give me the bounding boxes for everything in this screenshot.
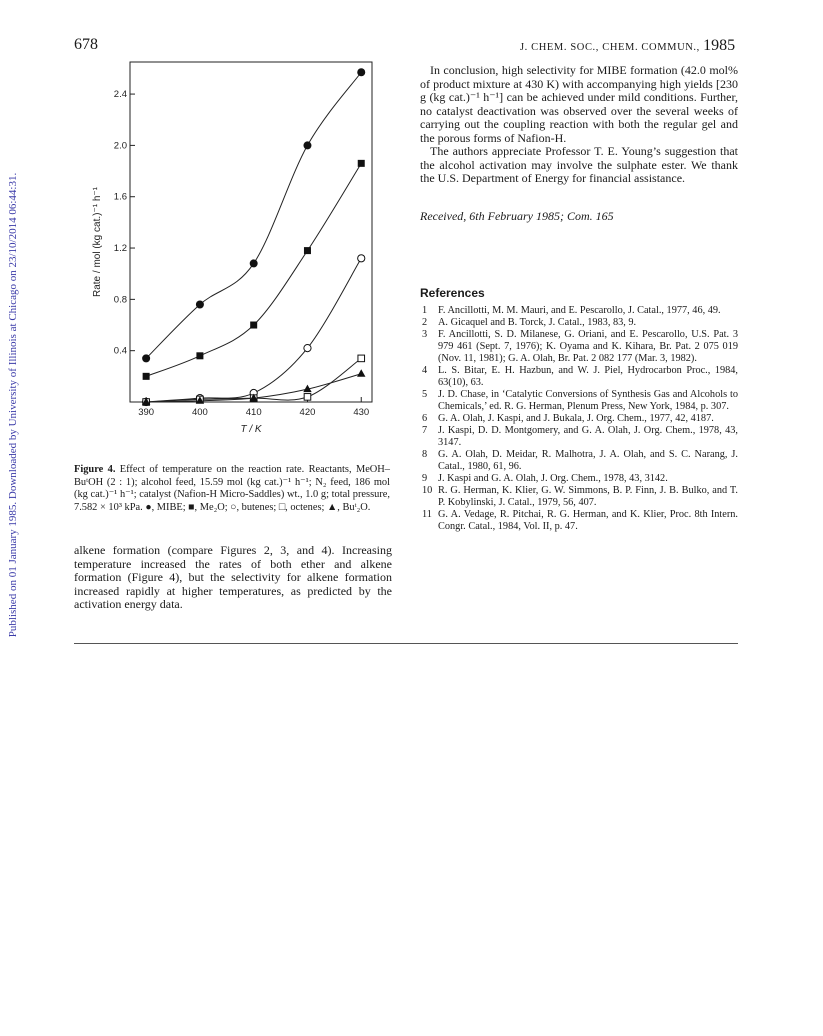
figure-label: Figure 4. [74,464,116,475]
conclusion-paragraph: In conclusion, high selectivity for MIBE formation (42.0 mol% of product mixture at 430 K) with accompanying high yields [230 g (kg cat.)⁻¹ h⁻¹] can be achieved under mild conditions. Further, no catalyst deactivation was observed over the several weeks of carrying out the coupling reaction with both the regular gel and the porous forms of Nafion-H. [420,63,738,145]
download-sidebar [2,170,24,640]
data-point-filled-circle [196,300,204,308]
data-point-open-square [304,394,311,401]
reference-number: 5 [422,389,428,400]
reference-number: 3 [422,329,428,340]
reference-item [420,317,738,329]
reference-number: 6 [422,413,428,424]
reference-item [420,485,738,509]
references-heading: References [420,286,485,300]
running-head [520,37,735,55]
reference-text: F. Ancillotti, M. M. Mauri, and E. Pescarollo, J. Catal., 1977, 46, 49. [438,305,721,316]
y-tick-label: 0.8 [113,294,127,306]
reference-text: J. Kaspi, D. D. Montgomery, and G. A. Olah, J. Org. Chem., 1978, 43, 3147. [438,425,738,448]
bottom-rule [74,643,738,644]
reference-number: 10 [422,485,433,496]
x-tick-label: 430 [353,407,370,418]
figure-caption-text: Effect of temperature on the reaction rate. Reactants, MeOH–BuᵗOH (2 : 1); alcohol feed, 15.59 mol (kg cat.)⁻¹ h⁻¹; N₂ feed, 186 mol (kg cat.)⁻¹ h⁻¹; catalyst (Nafion-H Micro-Saddles) wt., 1.0 g; total pressure, 7.582 × 10³ kPa. ●, MIBE; ■, Me₂O; ○, butenes; □, octenes; ▲, Buᵗ₂O. [74,464,391,513]
journal-name: J. CHEM. SOC., CHEM. COMMUN., [520,42,700,53]
reference-item [420,389,738,413]
reference-item [420,413,738,425]
received-date: Received, 6th February 1985; Com. 165 [420,209,614,223]
data-point-filled-square [358,160,365,167]
data-point-filled-triangle [357,369,365,377]
series-line-filled-square [146,163,361,376]
reference-text: G. A. Vedage, R. Pitchai, R. G. Herman, and K. Klier, Proc. 8th Intern. Congr. Catal., 1984, Vol. II, p. 47. [438,509,738,532]
reference-item [420,449,738,473]
figure-caption [74,464,390,514]
reference-item [420,425,738,449]
page-number: 678 [74,36,98,53]
data-point-filled-circle [142,354,150,362]
reference-number: 7 [422,425,428,436]
reference-text: G. A. Olah, D. Meidar, R. Malhotra, J. A. Olah, and S. C. Narang, J. Catal., 1980, 61, 96. [438,449,738,472]
data-point-open-square [358,355,365,362]
reference-number: 4 [422,365,428,376]
data-point-filled-square [143,373,150,380]
acknowledgement-paragraph: The authors appreciate Professor T. E. Young’s suggestion that the alcohol activation may involve the sulphate ester. We thank the U.S. Department of Energy for financial assistance. [420,144,738,185]
reference-number: 1 [422,305,428,316]
reference-item [420,473,738,485]
y-tick-label: 1.2 [113,243,127,255]
body-text-left: alkene formation (compare Figures 2, 3, and 4). Increasing temperature increased the rates of both ether and alkene formation (Figure 4), but the selectivity for alkene formation increased rapidly at higher temperatures, as predicted by the activation energy data. [74,543,392,611]
references-list [420,305,738,533]
reference-item [420,509,738,533]
x-tick-label: 400 [191,407,208,418]
reference-item [420,305,738,317]
reference-text: L. S. Bitar, E. H. Hazbun, and W. J. Piel, Hydrocarbon Proc., 1984, 63(10), 63. [438,365,738,388]
y-tick-label: 2.4 [113,89,127,101]
reference-number: 9 [422,473,428,484]
x-tick-label: 390 [138,407,155,418]
y-tick-label: 2.0 [113,140,127,152]
data-point-filled-square [304,247,311,254]
y-tick-label: 0.4 [113,345,127,357]
reference-text: J. D. Chase, in ‘Catalytic Conversions of Synthesis Gas and Alcohols to Chemicals,’ ed. R. G. Herman, Plenum Press, New York, 1984, p. 307. [438,389,738,412]
y-axis-label: Rate / mol (kg cat.)⁻¹ h⁻¹ [92,186,103,298]
reference-text: F. Ancillotti, S. D. Milanese, G. Oriani, and E. Pescarollo, U.S. Pat. 3 979 461 (Sept. 7, 1976); K. Oyama and K. Kihara, Br. Pat. 2 075 019 (Nov. 11, 1981); G. A. Olah, Br. Pat. 2 082 177 (Mar. 3, 1982). [438,329,738,364]
reference-text: G. A. Olah, J. Kaspi, and J. Bukala, J. Org. Chem., 1977, 42, 4187. [438,413,714,424]
reference-text: R. G. Herman, K. Klier, G. W. Simmons, B. P. Finn, J. B. Bulko, and T. P. Kobylinski, J. Catal., 1979, 56, 407. [438,485,738,508]
series-line-open-circle [146,258,361,402]
data-point-filled-circle [357,68,365,76]
x-tick-label: 420 [299,407,316,418]
data-point-filled-square [196,352,203,359]
data-point-open-circle [304,345,311,352]
data-point-filled-circle [303,141,311,149]
journal-year: 1985 [703,37,736,54]
chart-frame [130,62,372,402]
reference-text: A. Gicaquel and B. Torck, J. Catal., 1983, 83, 9. [438,317,637,328]
reference-number: 8 [422,449,428,460]
rate-vs-temperature-chart [85,58,385,438]
y-tick-label: 1.6 [113,191,127,203]
reference-item [420,329,738,365]
download-notice: Published on 01 January 1985. Downloaded by University of Illinois at Chicago on 23/10/2014 06:44:31. [7,172,19,638]
x-tick-label: 410 [245,407,262,418]
reference-number: 11 [422,509,432,520]
data-point-filled-square [250,322,257,329]
reference-item [420,365,738,389]
data-point-open-circle [358,255,365,262]
data-point-filled-circle [250,259,258,267]
x-axis-label: T / K [240,424,262,435]
body-text-right [420,64,738,186]
reference-number: 2 [422,317,428,328]
reference-text: J. Kaspi and G. A. Olah, J. Org. Chem., 1978, 43, 3142. [438,473,668,484]
